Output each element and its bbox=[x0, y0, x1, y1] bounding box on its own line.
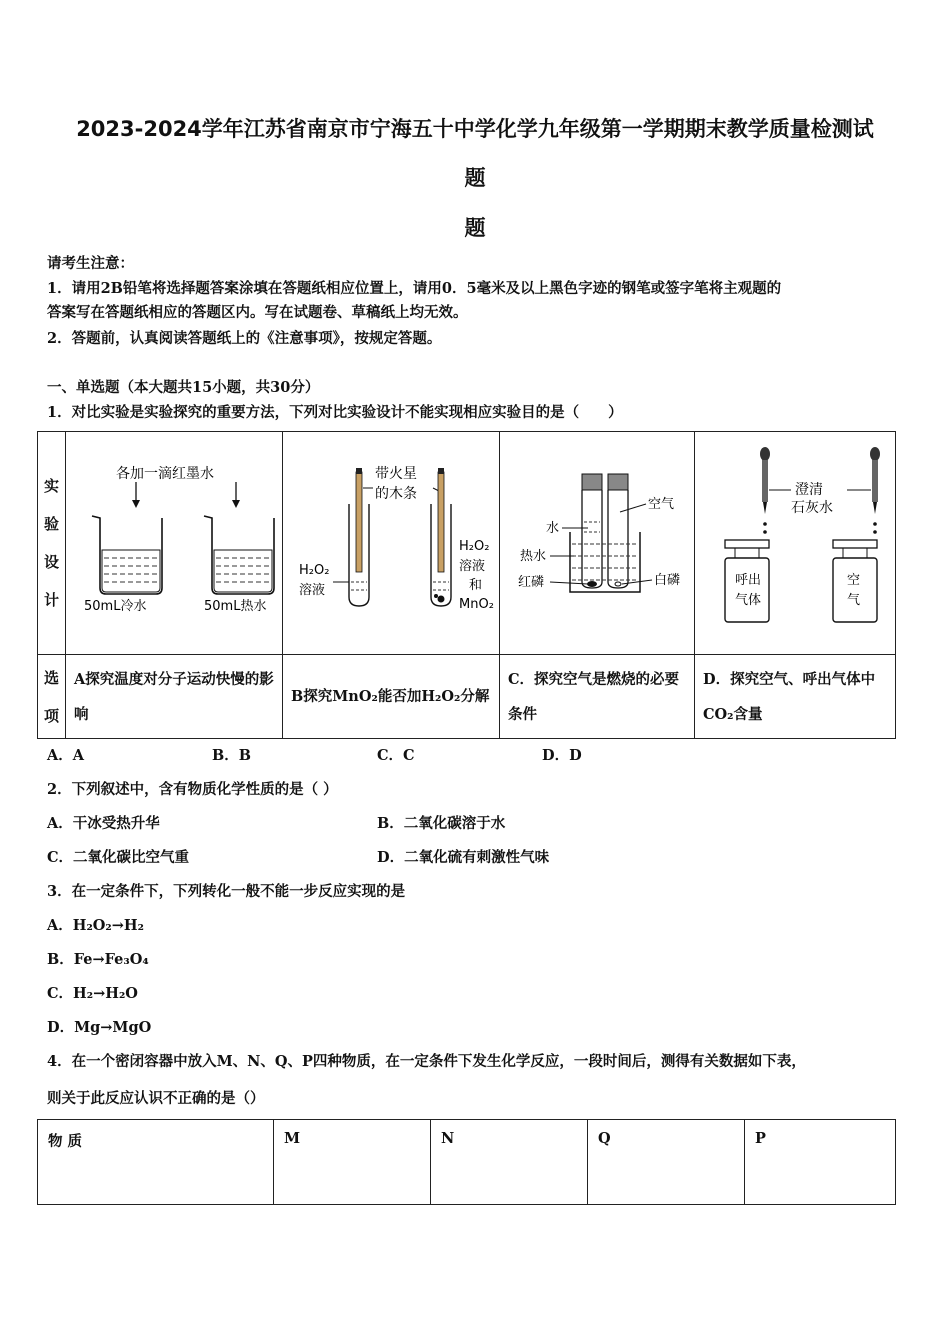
q1-option-a: A．A bbox=[47, 747, 85, 764]
caption-b: B探究MnO₂能否加H₂O₂分解 bbox=[283, 655, 500, 739]
figA-label-left: 50mL冷水 bbox=[84, 599, 147, 614]
figB-label-left2: 溶液 bbox=[299, 583, 326, 598]
q4-header-substance: 物 质 bbox=[38, 1120, 274, 1205]
row-head-design: 实 验 设 计 bbox=[38, 432, 66, 655]
q4-header-p: P bbox=[745, 1120, 896, 1205]
figure-a bbox=[66, 432, 283, 655]
figA-label-right: 50mL热水 bbox=[204, 599, 267, 614]
q2-option-b: B．二氧化碳溶于水 bbox=[377, 815, 506, 832]
q4-stem-2: 则关于此反应认识不正确的是（） bbox=[47, 1090, 265, 1107]
figB-label-left1: H₂O₂ bbox=[299, 563, 330, 578]
q4-header-q: Q bbox=[588, 1120, 745, 1205]
figC-label-red: 红磷 bbox=[518, 575, 545, 590]
q4-header-n: N bbox=[431, 1120, 588, 1205]
figC-label-water: 水 bbox=[546, 521, 560, 536]
figD-label-2: 石灰水 bbox=[791, 500, 833, 516]
q3-option-c: C．H₂→H₂O bbox=[47, 985, 138, 1002]
q1-option-b: B．B bbox=[212, 747, 252, 764]
section-heading: 一、单选题（本大题共15小题，共30分） bbox=[47, 379, 320, 396]
q2-option-d: D．二氧化硫有刺激性气味 bbox=[377, 849, 550, 866]
notice-item-2: 2．答题前，认真阅读答题纸上的《注意事项》，按规定答题。 bbox=[47, 330, 442, 347]
exam-title: 2023-2024学年江苏省南京市宁海五十中学化学九年级第一学期期末教学质量检测试 bbox=[76, 117, 874, 141]
figC-label-white: 白磷 bbox=[654, 573, 681, 588]
q2-option-a: A．干冰受热升华 bbox=[47, 815, 160, 832]
q4-data-table bbox=[37, 1119, 896, 1205]
figB-label-top2: 的木条 bbox=[375, 486, 417, 502]
row-head-options: 选 项 bbox=[38, 655, 66, 739]
figD-bottle1-a: 呼出 bbox=[735, 573, 762, 588]
q3-stem: 3．在一定条件下，下列转化一般不能一步反应实现的是 bbox=[47, 883, 406, 900]
q3-option-a: A．H₂O₂→H₂ bbox=[47, 917, 144, 934]
q1-option-d: D．D bbox=[542, 747, 582, 764]
figB-label-right1: H₂O₂ bbox=[459, 539, 490, 554]
q3-option-d: D．Mg→MgO bbox=[47, 1019, 152, 1036]
figB-label-right2: 溶液 bbox=[459, 559, 486, 574]
q1-stem: 1．对比实验是实验探究的重要方法，下列对比实验设计不能实现相应实验目的是（ ） bbox=[47, 404, 623, 421]
exam-title-continuation: 题 bbox=[464, 166, 486, 190]
q4-stem-1: 4．在一个密闭容器中放入M、N、Q、P四种物质，在一定条件下发生化学反应，一段时间后，测得有关数据如下表， bbox=[47, 1053, 806, 1070]
figD-bottle1-b: 气体 bbox=[735, 593, 762, 608]
figC-label-air: 空气 bbox=[648, 497, 675, 512]
q1-experiment-table bbox=[37, 431, 896, 739]
caption-c: C．探究空气是燃烧的必要条件 bbox=[500, 655, 695, 739]
q4-header-m: M bbox=[274, 1120, 431, 1205]
q2-stem: 2．下列叙述中，含有物质化学性质的是（ ） bbox=[47, 781, 338, 798]
notice-item-1a: 1．请用2B铅笔将选择题答案涂填在答题纸相应位置上，请用0．5毫米及以上黑色字迹的钢笔或签字笔将主观题的 bbox=[47, 280, 782, 297]
notice-heading: 请考生注意： bbox=[47, 255, 134, 272]
exam-title-repeat: 题 bbox=[464, 216, 486, 240]
figD-bottle2-b: 气 bbox=[847, 593, 861, 608]
q1-option-c: C．C bbox=[377, 747, 415, 764]
figB-label-right4: MnO₂ bbox=[459, 597, 494, 612]
figure-d bbox=[695, 432, 896, 655]
figA-label-top: 各加一滴红墨水 bbox=[116, 466, 214, 482]
figB-label-top1: 带火星 bbox=[375, 466, 417, 482]
q2-option-c: C．二氧化碳比空气重 bbox=[47, 849, 190, 866]
figC-label-hot: 热水 bbox=[520, 549, 547, 564]
figB-label-right3: 和 bbox=[469, 578, 483, 593]
q3-option-b: B．Fe→Fe₃O₄ bbox=[47, 951, 149, 968]
figure-c bbox=[500, 432, 695, 655]
figD-bottle2-a: 空 bbox=[847, 573, 861, 588]
notice-item-1b: 答案写在答题纸相应的答题区内。写在试题卷、草稿纸上均无效。 bbox=[47, 304, 468, 321]
caption-d: D．探究空气、呼出气体中CO₂含量 bbox=[695, 655, 896, 739]
figD-label-1: 澄清 bbox=[795, 482, 823, 498]
figure-b bbox=[283, 432, 500, 655]
caption-a: A探究温度对分子运动快慢的影响 bbox=[66, 655, 283, 739]
